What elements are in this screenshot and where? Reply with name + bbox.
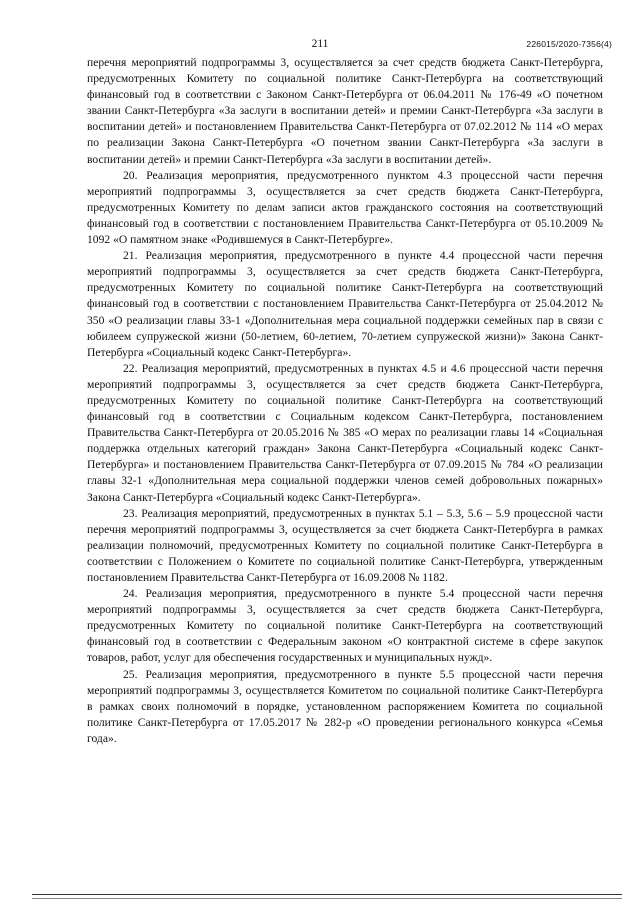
paragraph: 21. Реализация мероприятия, предусмотренного в пункте 4.4 процессной части перечня мероприятий подпрограммы 3, осуществляется за счет средств бюджета Санкт-Петербурга, предусмотренных Комитету по социальной политике Санкт-Петербурга на соответствующий финансовый год в соответствии с постановлением Правительства Санкт-Петербурга от 25.04.2012 № 350 «О реализации главы 33-1 «Дополнительная мера социальной поддержки семейных пар в связи с юбилеем супружеской жизни (50-летием, 60-летием, 70-летием супружеской жизни)» Закона Санкт-Петербурга «Социальный кодекс Санкт-Петербурга».	[87, 249, 603, 359]
paragraph: 20. Реализация мероприятия, предусмотренного пунктом 4.3 процессной части перечня мероприятий подпрограммы 3, осуществляется за счет средств бюджета Санкт-Петербурга, предусмотренных Комитету по делам записи актов гражданского состояния на соответствующий финансовый год в соответствии с постановлением Правительства Санкт-Петербурга от 05.10.2009 № 1092 «О памятном знаке «Родившемуся в Санкт-Петербурге».	[87, 168, 603, 247]
paragraph: 24. Реализация мероприятия, предусмотренного в пункте 5.4 процессной части перечня мероприятий подпрограммы 3, осуществляется за счет средств бюджета Санкт-Петербурга, предусмотренных Комитету по социальной политике Санкт-Петербурга на соответствующий финансовый год в соответствии с Федеральным законом «О контрактной системе в сфере закупок товаров, работ, услуг для обеспечения государственных и муниципальных нужд».	[87, 587, 603, 665]
paragraph: 22. Реализация мероприятий, предусмотренных в пунктах 4.5 и 4.6 процессной части перечня мероприятий подпрограммы 3, осуществляется за счет средств бюджета Санкт-Петербурга, предусмотренных Комитету по социальной политике Санкт-Петербурга на соответствующий финансовый год в соответствии с Социальным кодексом Санкт-Петербурга, постановлением Правительства Санкт-Петербурга от 20.05.2016 № 385 «О мерах по реализации главы 14 «Социальная поддержка отдельных категорий граждан» Закона Санкт-Петербурга «Социальный кодекс Санкт-Петербурга» и постановлением Правительства Санкт-Петербурга от 07.09.2015 № 784 «О реализации главы 32-1 «Дополнительная мера социальной поддержки членов семей добровольных пожарных» Закона Санкт-Петербурга «Социальный кодекс Санкт-Петербурга».	[87, 361, 603, 504]
document-body	[87, 55, 603, 747]
paragraph: перечня мероприятий подпрограммы 3, осуществляется за счет средств бюджета Санкт-Петербурга, предусмотренных Комитету по социальной политике Санкт-Петербурга на соответствующий финансовый год в соответствии с Законом Санкт-Петербурга от 06.04.2011 № 176-49 «О почетном звании Санкт-Петербурга «За заслуги в воспитании детей» и премии Санкт-Петербурга «За заслуги в воспитании детей» и постановлением Правительства Санкт-Петербурга от 07.02.2012 № 114 «О мерах по реализации Закона Санкт-Петербурга «О почетном звании Санкт-Петербурга «За заслуги в воспитании детей» и премии Санкт-Петербурга «За заслуги в воспитании детей».	[87, 56, 603, 166]
paragraph: 23. Реализация мероприятий, предусмотренных в пунктах 5.1 – 5.3, 5.6 – 5.9 процессной части перечня мероприятий подпрограммы 3, осуществляется за счет бюджета Санкт-Петербурга в рамках реализации полномочий, предусмотренных Комитету по социальной политике Санкт-Петербурга в соответствии с Положением о Комитете по социальной политике Санкт-Петербурга, утвержденным постановлением Правительства Санкт-Петербурга от 16.09.2008 № 1182.	[87, 506, 603, 584]
page-number: 211	[311, 38, 329, 50]
document-id: 226015/2020-7356(4)	[526, 39, 612, 49]
page-bottom-rule-thin	[32, 898, 622, 899]
page-bottom-rule	[32, 894, 622, 895]
paragraph: 25. Реализация мероприятия, предусмотренного в пункте 5.5 процессной части перечня мероприятий подпрограммы 3, осуществляется Комитетом по социальной политике Санкт-Петербурга в рамках своих полномочий в порядке, установленном распоряжением Комитета по социальной политике Санкт-Петербурга от 17.05.2017 № 282-р «О проведении регионального конкурса «Семья года».	[87, 667, 603, 745]
